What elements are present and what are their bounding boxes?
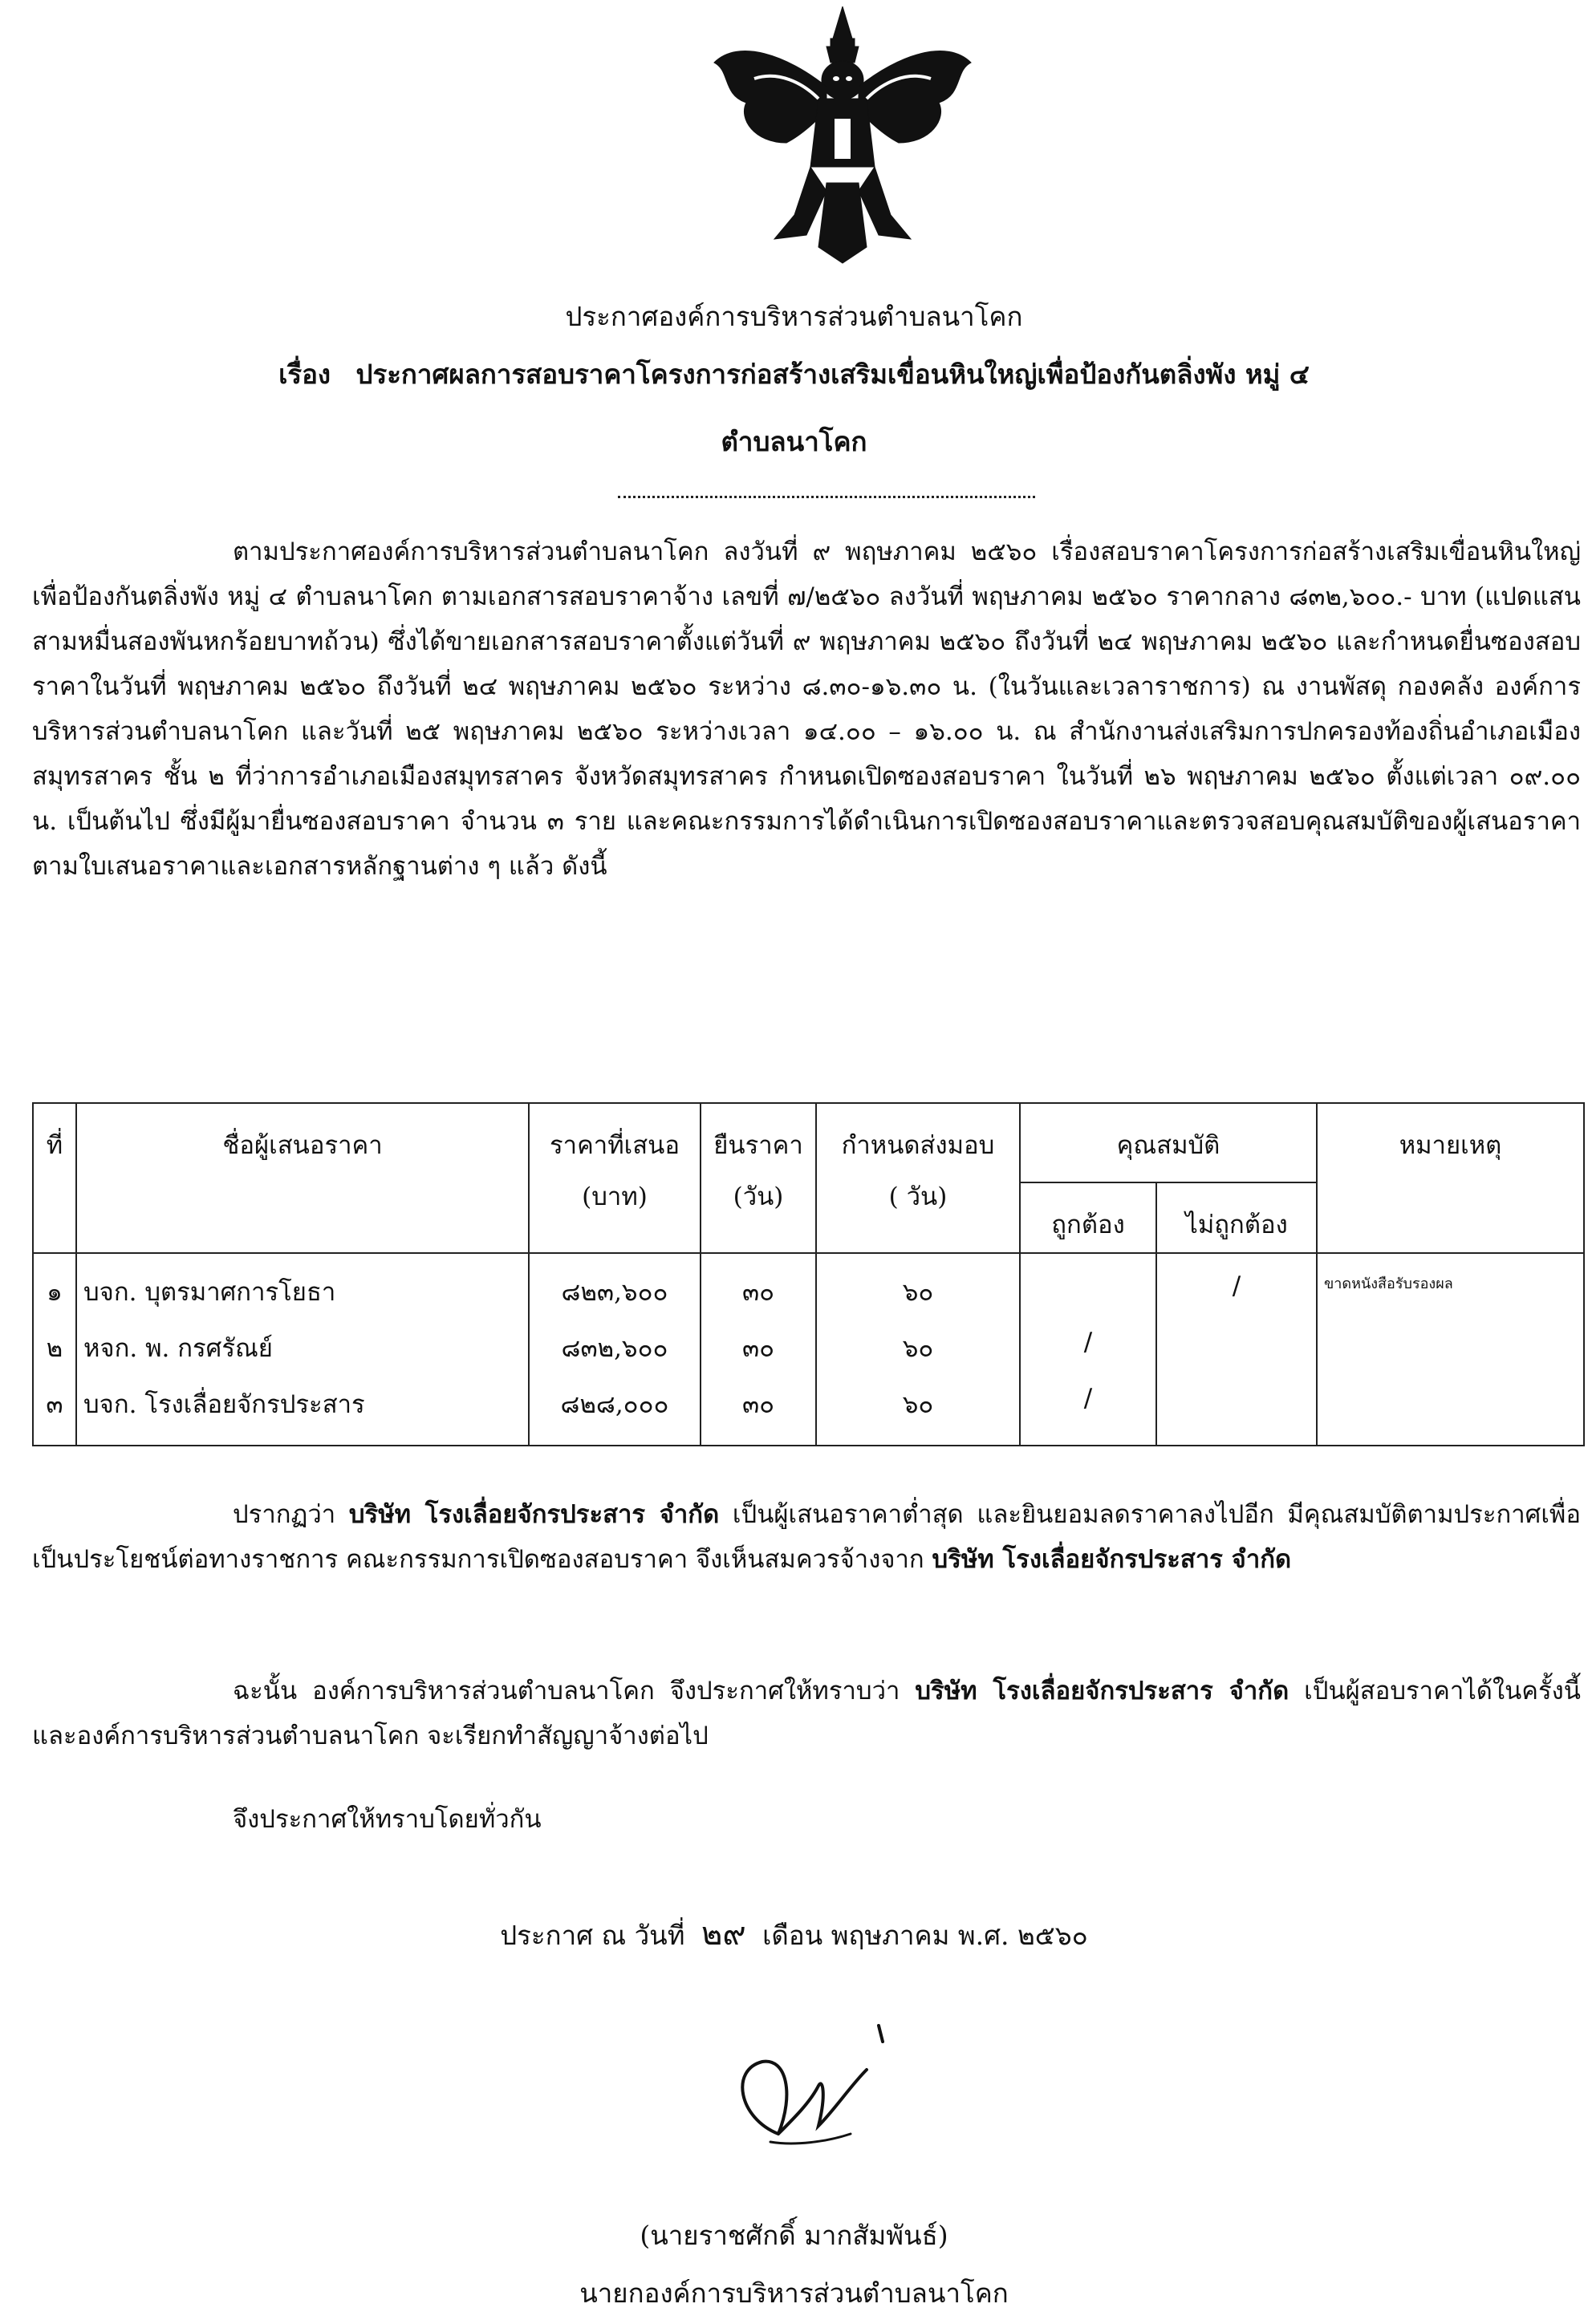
winning-company: บริษัท โรงเลื่อยจักรประสาร จำกัด <box>348 1500 720 1529</box>
col-header-no: ที่ <box>33 1103 76 1253</box>
announcement-date <box>0 1908 1588 1959</box>
col-header-price-line2: (บาท) <box>582 1182 648 1211</box>
row-incorrect-mark <box>1156 1379 1317 1446</box>
col-header-delivery-line1: กำหนดส่งมอบ <box>841 1131 995 1160</box>
closing-paragraph: จึงประกาศให้ทราบโดยทั่วกัน <box>233 1805 542 1834</box>
bids-table <box>32 1102 1585 1446</box>
announcement-title: ประกาศองค์การบริหารส่วนตำบลนาโคก <box>565 301 1023 332</box>
col-header-validity-line2: (วัน) <box>733 1182 784 1211</box>
col-header-price <box>529 1103 701 1253</box>
row-validity: ๓๐ <box>701 1379 816 1446</box>
row-bidder-name: หจก. พ. กรศรัณย์ <box>76 1323 529 1379</box>
row-bidder-name: บจก. บุตรมาศการโยธา <box>76 1253 529 1323</box>
row-delivery: ๖๐ <box>816 1379 1020 1446</box>
result-intro: ปรากฏว่า <box>233 1500 336 1529</box>
dotted-separator <box>618 496 1035 498</box>
col-header-remark: หมายเหตุ <box>1317 1103 1584 1253</box>
date-prefix: ประกาศ ณ วันที่ <box>500 1920 685 1951</box>
declaration-intro: ฉะนั้น องค์การบริหารส่วนตำบลนาโคก จึงประกาศให้ทราบว่า <box>233 1677 900 1705</box>
row-validity: ๓๐ <box>701 1323 816 1379</box>
row-delivery: ๖๐ <box>816 1323 1020 1379</box>
col-header-price-line1: ราคาที่เสนอ <box>550 1131 680 1160</box>
body-paragraph-4 <box>32 1797 1581 1842</box>
row-price: ๘๓๒,๖๐๐ <box>529 1323 701 1379</box>
row-remark <box>1317 1323 1584 1379</box>
handwritten-signature <box>690 2022 915 2174</box>
row-no: ๓ <box>33 1379 76 1446</box>
result-paragraph <box>32 1492 1581 1582</box>
subject-text: ประกาศผลการสอบราคาโครงการก่อสร้างเสริมเขื่อนหินใหญ่เพื่อป้องกันตลิ่งพัง หมู่ ๔ <box>355 359 1310 390</box>
row-price: ๘๒๘,๐๐๐ <box>529 1379 701 1446</box>
col-header-qualification: คุณสมบัติ <box>1020 1103 1317 1182</box>
table-row <box>33 1379 1584 1446</box>
col-header-validity <box>701 1103 816 1253</box>
table-row <box>33 1323 1584 1379</box>
col-header-name: ชื่อผู้เสนอราคา <box>76 1103 529 1253</box>
body-paragraph-2 <box>32 1492 1581 1582</box>
subject-line <box>0 353 1588 395</box>
row-incorrect-mark: / <box>1156 1253 1317 1323</box>
body-paragraph-1 <box>32 529 1581 889</box>
row-no: ๒ <box>33 1323 76 1379</box>
row-correct-mark: / <box>1020 1323 1156 1379</box>
date-day-handwritten: ๒๙ <box>701 1916 746 1953</box>
col-header-validity-line1: ยืนราคา <box>713 1131 803 1160</box>
row-remark: ขาดหนังสือรับรองผล <box>1317 1253 1584 1323</box>
signatory-title: นายกองค์การบริหารส่วนตำบลนาโคก <box>579 2277 1009 2309</box>
col-header-delivery-line2: ( วัน) <box>888 1182 948 1211</box>
col-header-incorrect: ไม่ถูกต้อง <box>1156 1182 1317 1253</box>
declared-company: บริษัท โรงเลื่อยจักรประสาร จำกัด <box>915 1677 1289 1705</box>
body-paragraph-3 <box>32 1669 1581 1758</box>
row-incorrect-mark <box>1156 1323 1317 1379</box>
intro-paragraph: ตามประกาศองค์การบริหารส่วนตำบลนาโคก ลงวันที่ ๙ พฤษภาคม ๒๕๖๐ เรื่องสอบราคาโครงการก่อสร้างเสริมเขื่อนหินใหญ่เพื่อป้องกันตลิ่งพัง หมู่ ๔ ตำบลนาโคก ตามเอกสารสอบราคาจ้าง เลขที่ ๗/๒๕๖๐ ลงวันที่ พฤษภาคม ๒๕๖๐ ราคากลาง ๘๓๒,๖๐๐.- บาท (แปดแสนสามหมื่นสองพันหกร้อยบาทถ้วน) ซึ่งได้ขายเอกสารสอบราคาตั้งแต่วันที่ ๙ พฤษภาคม ๒๕๖๐ ถึงวันที่ ๒๔ พฤษภาคม ๒๕๖๐ และกำหนดยื่นซองสอบราคาในวันที่ พฤษภาคม ๒๕๖๐ ถึงวันที่ ๒๔ พฤษภาคม ๒๕๖๐ ระหว่าง ๘.๓๐-๑๖.๓๐ น. (ในวันและเวลาราชการ) ณ งานพัสดุ กองคลัง องค์การบริหารส่วนตำบลนาโคก และวันที่ ๒๕ พฤษภาคม ๒๕๖๐ ระหว่างเวลา ๑๔.๐๐ – ๑๖.๐๐ น. ณ สำนักงานส่งเสริมการปกครองท้องถิ่นอำเภอเมืองสมุทรสาคร ชั้น ๒ ที่ว่าการอำเภอเมืองสมุทรสาคร จังหวัดสมุทรสาคร กำหนดเปิดซองสอบราคา ในวันที่ ๒๖ พฤษภาคม ๒๕๖๐ ตั้งแต่เวลา ๐๙.๐๐ น. เป็นต้นไป ซึ่งมีผู้มายื่นซองสอบราคา จำนวน ๓ ราย และคณะกรรมการได้ดำเนินการเปิดซองสอบราคาและตรวจสอบคุณสมบัติของผู้เสนอราคาตามใบเสนอราคาและเอกสารหลักฐานต่าง ๆ แล้ว ดังนี้ <box>32 537 1581 881</box>
declaration-text: เป็นผู้สอบราคาได้ในครั้งนี้และองค์การบริหารส่วนตำบลนาโคก จะเรียกทำสัญญาจ้างต่อไป <box>32 1677 1581 1750</box>
row-no: ๑ <box>33 1253 76 1323</box>
table-row <box>33 1253 1584 1323</box>
col-header-correct: ถูกต้อง <box>1020 1182 1156 1253</box>
col-header-delivery <box>816 1103 1020 1253</box>
row-remark <box>1317 1379 1584 1446</box>
row-correct-mark <box>1020 1253 1156 1323</box>
date-month-year: เดือน พฤษภาคม พ.ศ. ๒๕๖๐ <box>762 1920 1088 1951</box>
row-correct-mark: / <box>1020 1379 1156 1446</box>
subject-text-continued: ตำบลนาโคก <box>721 426 867 457</box>
subject-label: เรื่อง <box>278 359 331 390</box>
garuda-emblem <box>706 6 979 271</box>
row-validity: ๓๐ <box>701 1253 816 1323</box>
row-price: ๘๒๓,๖๐๐ <box>529 1253 701 1323</box>
winning-company-repeat: บริษัท โรงเลื่อยจักรประสาร จำกัด <box>932 1545 1292 1574</box>
declaration-paragraph <box>32 1669 1581 1758</box>
signatory-name: (นายราชศักดิ์ มากสัมพันธ์) <box>640 2220 948 2251</box>
row-delivery: ๖๐ <box>816 1253 1020 1323</box>
row-bidder-name: บจก. โรงเลื่อยจักรประสาร <box>76 1379 529 1446</box>
result-text: เป็นผู้เสนอราคาต่ำสุด และยินยอมลดราคาลงไปอีก มีคุณสมบัติตามประกาศเพื่อเป็นประโยชน์ต่อทางราชการ คณะกรรมการเปิดซองสอบราคา จึงเห็นสมควรจ้างจาก <box>32 1500 1581 1574</box>
